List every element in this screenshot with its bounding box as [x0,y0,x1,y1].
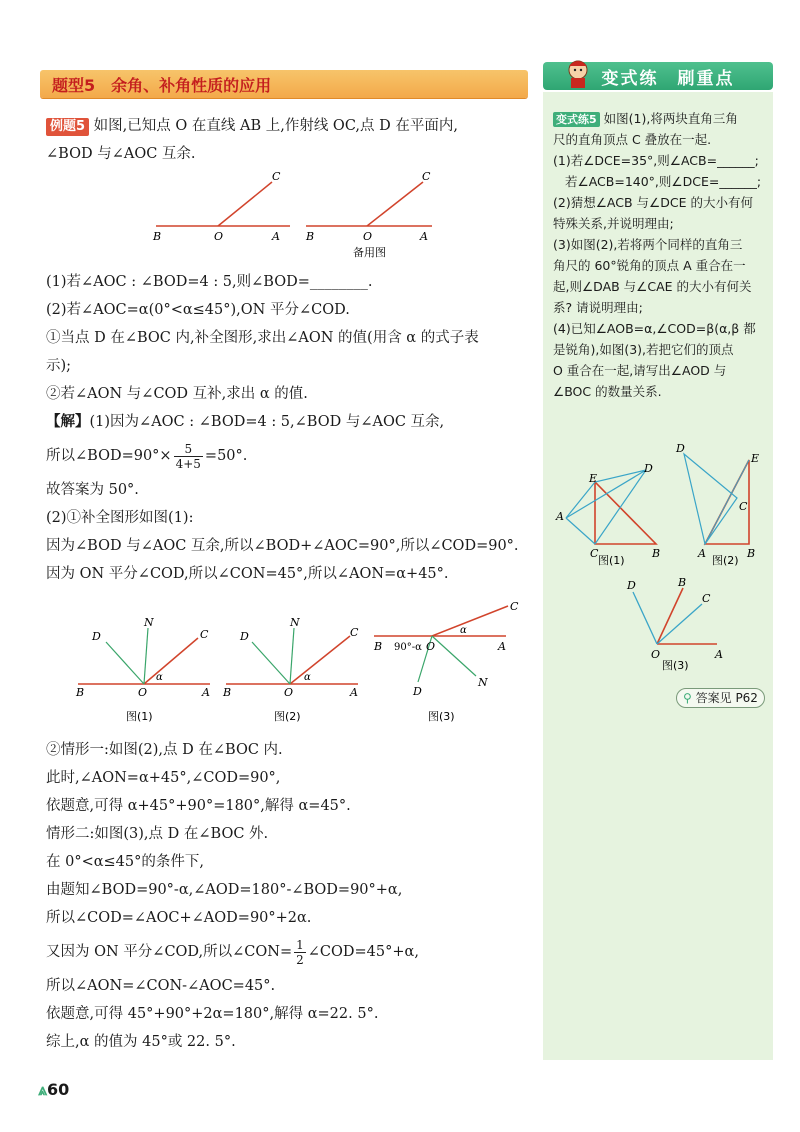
solution-line-16: 依题意,可得 45°+90°+2α=180°,解得 α=22. 5°. [46,1006,379,1022]
variant-line-1: 变式练5 如图(1),将两块直角三角 [553,108,763,129]
question-2a: ①当点 D 在∠BOC 内,补全图形,求出∠AON 的值(用含 α 的式子表 [46,330,479,346]
variant-figure-3 [620,574,730,674]
svg-text:C: C [510,600,519,613]
svg-text:90°-α: 90°-α [394,642,422,653]
svg-text:D: D [92,630,101,643]
svg-text:α: α [304,672,311,683]
svg-text:B: B [747,547,756,560]
svg-text:O: O [138,686,148,699]
svg-text:A: A [698,547,706,560]
svg-text:A: A [202,686,210,699]
variant-line-3: (1)若∠DCE=35°,则∠ACB=______; [553,153,759,168]
svg-text:O: O [363,230,373,243]
solution-line-8: 此时,∠AON=α+45°,∠COD=90°, [46,770,281,786]
svg-text:A: A [350,686,358,699]
svg-text:B: B [306,230,315,243]
svg-text:N: N [478,676,488,689]
svg-text:B: B [153,230,162,243]
svg-text:B: B [223,686,232,699]
solution-fig3-label: 图(3) [428,710,455,723]
variant-line-5: (2)猜想∠ACB 与∠DCE 的大小有何 [553,195,753,210]
svg-text:A: A [556,510,564,523]
solution-line-7: ②情形一:如图(2),点 D 在∠BOC 内. [46,742,283,758]
variant-fig3-label: 图(3) [662,659,689,672]
svg-text:C: C [590,547,599,560]
example-tag: 例题5 [46,118,89,136]
svg-text:B: B [374,640,383,653]
fraction-1-over-2: $\frac{1}{2}$ [296,937,304,967]
solution-line-12: 由题知∠BOD=90°-α,∠AOD=180°-∠BOD=90°+α, [46,882,403,898]
variant-line-9: 起,则∠DAB 与∠CAE 的大小有何关 [553,279,752,294]
svg-text:B: B [678,576,687,589]
question-1: (1)若∠AOC : ∠BOD=4 : 5,则∠BOD=________. [46,274,373,290]
side-header [543,62,773,90]
svg-text:O: O [214,230,224,243]
solution-line-14: 又因为 ON 平分∠COD,所以∠CON= $\frac{1}{2}$ ∠COD=45°+α, [46,937,419,967]
svg-text:α: α [460,625,467,636]
pin-icon: ⚲ [683,691,692,705]
variant-figure-2 [672,440,772,570]
variant-fig2-label: 图(2) [712,554,739,567]
svg-text:D: D [413,685,422,698]
variant-line-13: O 重合在一起,请写出∠AOD 与 [553,363,727,378]
svg-text:C: C [200,628,209,641]
svg-text:B: B [76,686,85,699]
variant-line-11: (4)已知∠AOB=α,∠COD=β(α,β 都 [553,321,756,336]
solution-line-13: 所以∠COD=∠AOC+∠AOD=90°+2α. [46,910,312,926]
variant-line-8: 角尺的 60°锐角的顶点 A 重合在一 [553,258,746,273]
svg-text:N: N [144,616,154,629]
variant-line-12: 是锐角),如图(3),若把它们的顶点 [553,342,734,357]
variant-line-10: 系? 请说明理由; [553,300,643,315]
svg-text:A: A [715,648,723,661]
mascot-icon [561,56,595,90]
topic-title: 题型5 余角、补角性质的应用 [52,75,272,95]
question-2: (2)若∠AOC=α(0°<α≤45°),ON 平分∠COD. [46,302,350,318]
solution-line-9: 依题意,可得 α+45°+90°=180°,解得 α=45°. [46,798,351,814]
svg-text:C: C [739,500,748,513]
solution-line-10: 情形二:如图(3),点 D 在∠BOC 外. [46,826,269,842]
solution-figures [68,600,528,730]
stem-line-1: 例题5 如图,已知点 O 在直线 AB 上,作射线 OC,点 D 在平面内, [46,112,534,140]
variant-line-14: ∠BOC 的数量关系. [553,384,662,399]
variant-tag: 变式练5 [553,112,600,127]
page-number: ⩓60 [38,1080,70,1099]
variant-figure-1 [548,440,668,570]
svg-text:C: C [272,170,281,183]
solution-line-2: 所以∠BOD=90°× $\frac{5}{4+5}$ =50°. [46,441,248,471]
svg-text:B: B [652,547,661,560]
svg-text:D: D [676,442,685,455]
solution-fig1-label: 图(1) [126,710,153,723]
variant-fig1-label: 图(1) [598,554,625,567]
solution-fig2-label: 图(2) [274,710,301,723]
svg-text:N: N [290,616,300,629]
svg-text:C: C [422,170,431,183]
side-title: 变式练 刷重点 [601,68,735,89]
svg-text:O: O [426,640,436,653]
svg-text:A: A [498,640,506,653]
fraction-5-over-9: $\frac{5}{4+5}$ [175,441,201,471]
variant-line-4: 若∠ACB=140°,则∠DCE=______; [565,174,762,189]
solution-line-11: 在 0°<α≤45°的条件下, [46,854,204,870]
solution-line-1: 【解】(1)因为∠AOC : ∠BOD=4 : 5,∠BOD 与∠AOC 互余, [46,413,445,430]
question-2b: ②若∠AON 与∠COD 互补,求出 α 的值. [46,386,308,402]
stem-figures [150,170,440,265]
topic-header [40,70,528,98]
solution-line-4: (2)①补全图形如图(1): [46,510,194,526]
solution-cont [46,736,534,1056]
svg-text:α: α [156,672,163,683]
svg-text:A: A [272,230,280,243]
svg-text:D: D [240,630,249,643]
svg-text:C: C [702,592,711,605]
solution-line-6: 因为 ON 平分∠COD,所以∠CON=45°,所以∠AON=α+45°. [46,566,449,582]
backup-figure-label: 备用图 [353,246,386,259]
solution-tag: 【解】 [46,413,90,430]
questions [46,268,534,588]
variant-line-2: 尺的直角顶点 C 叠放在一起. [553,132,712,147]
variant-line-6: 特殊关系,并说明理由; [553,216,674,231]
question-2a-cont: 示); [46,358,72,374]
answer-reference[interactable]: ⚲ 答案见 P62 [676,688,765,708]
svg-text:O: O [284,686,294,699]
svg-text:D: D [644,462,653,475]
variant-line-7: (3)如图(2),若将两个同样的直角三 [553,237,743,252]
page-logo-icon: ⩓ [38,1080,48,1099]
svg-text:E: E [589,472,598,485]
solution-line-15: 所以∠AON=∠CON-∠AOC=45°. [46,978,276,994]
example-main [46,112,534,168]
solution-line-5: 因为∠BOD 与∠AOC 互余,所以∠BOD+∠AOC=90°,所以∠COD=90°. [46,538,519,554]
stem-line-2: ∠BOD 与∠AOC 互余. [46,146,196,162]
svg-text:E: E [751,452,760,465]
svg-text:O: O [651,648,661,661]
solution-line-3: 故答案为 50°. [46,482,139,498]
svg-text:A: A [420,230,428,243]
solution-line-17: 综上,α 的值为 45°或 22. 5°. [46,1034,236,1050]
svg-text:D: D [627,579,636,592]
svg-text:C: C [350,626,359,639]
